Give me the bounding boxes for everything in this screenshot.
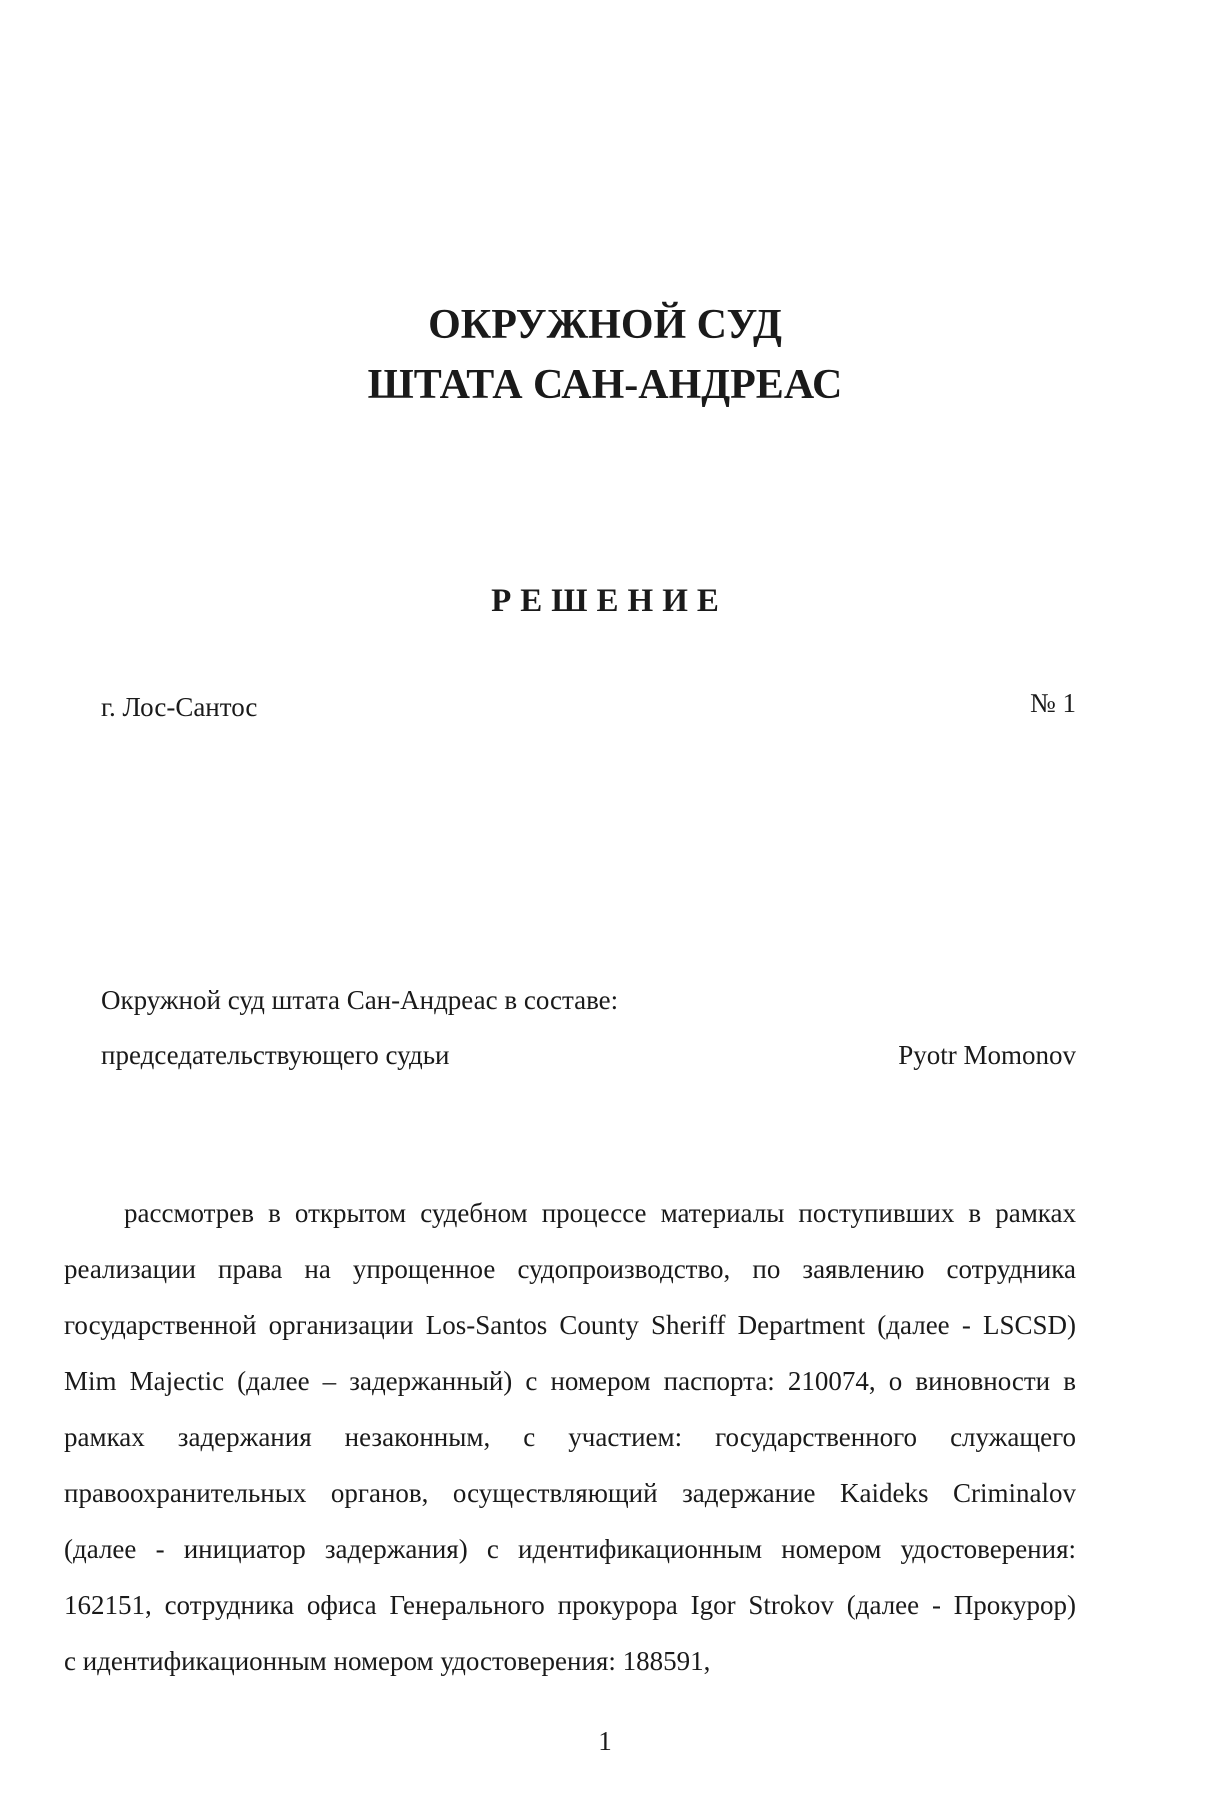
body-line: правоохранительных органов, осуществляющий задержание Kaideks Criminalov [64, 1478, 1076, 1508]
judge-name: Pyotr Momonov [898, 1040, 1076, 1070]
court-title-line-1: ОКРУЖНОЙ СУД [428, 302, 782, 348]
body-line: 162151, сотрудника офиса Генерального прокурора Igor Strokov (далее - Прокурор) [64, 1590, 1076, 1620]
page-number: 1 [598, 1726, 612, 1756]
body-line: с идентификационным номером удостоверения: 188591, [64, 1646, 711, 1676]
decision-title: РЕШЕНИЕ [491, 583, 728, 619]
body-paragraph [64, 1185, 1076, 1689]
judge-role: председательствующего судьи [101, 1040, 450, 1070]
court-title-line-2: ШТАТА САН-АНДРЕАС [367, 362, 843, 408]
body-line: реализации права на упрощенное судопроизводство, по заявлению сотрудника [64, 1254, 1076, 1284]
decision-number: № 1 [1029, 688, 1076, 718]
court-title [0, 295, 1210, 415]
body-line: Mim Majectic (далее – задержанный) с номером паспорта: 210074, о виновности в [64, 1366, 1076, 1396]
body-line: государственной организации Los-Santos County Sheriff Department (далее - LSCSD) [64, 1310, 1076, 1340]
body-line: (далее - инициатор задержания) с идентификационным номером удостоверения: [64, 1534, 1076, 1564]
body-line: рассмотрев в открытом судебном процессе материалы поступивших в рамках [124, 1198, 1076, 1228]
court-composition: Окружной суд штата Сан-Андреас в составе: [101, 985, 619, 1015]
city-label: г. Лос-Сантос [101, 692, 258, 722]
body-line: рамках задержания незаконным, с участием: государственного служащего [64, 1422, 1076, 1452]
